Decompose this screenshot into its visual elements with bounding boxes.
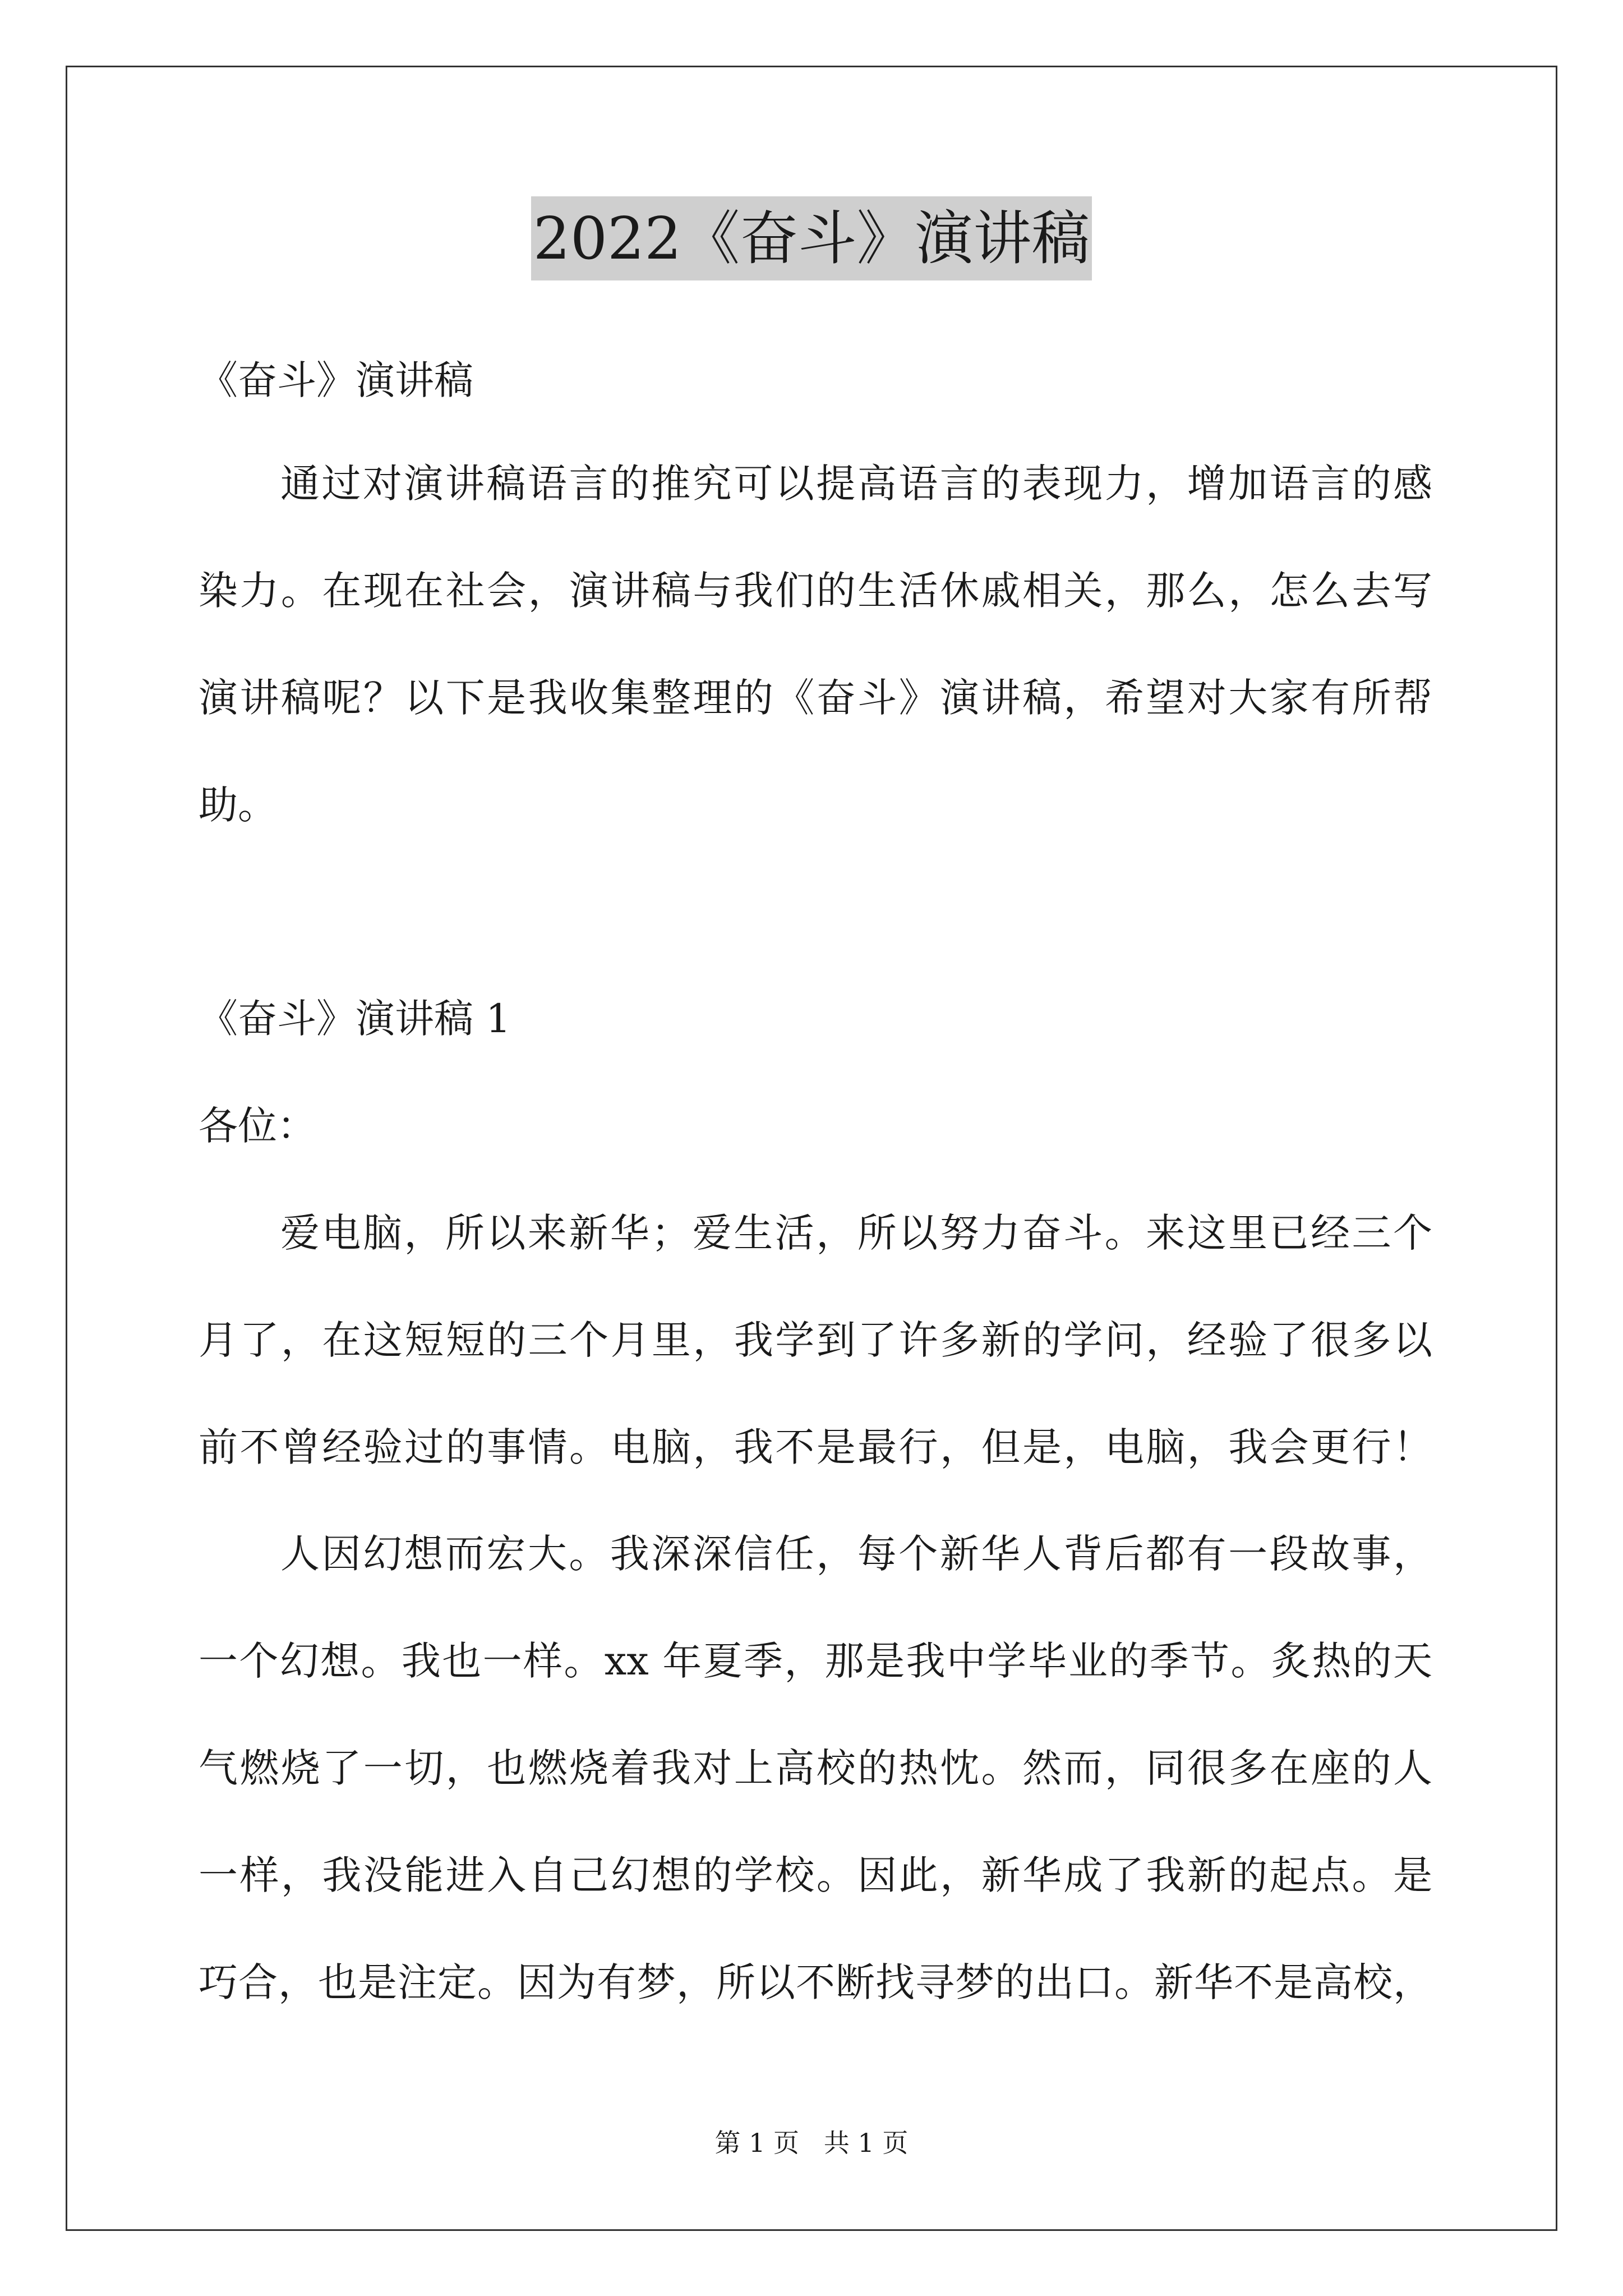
intro-line: 助。: [199, 782, 277, 828]
intro-line: 演讲稿呢？以下是我收集整理的《奋斗》演讲稿，希望对大家有所帮: [199, 675, 1432, 721]
paragraph-line: 爱电脑，所以来新华；爱生活，所以努力奋斗。来这里已经三个: [280, 1210, 1432, 1256]
paragraph-line: 一个幻想。我也一样。xx 年夏季，那是我中学毕业的季节。炙热的天: [199, 1638, 1432, 1684]
salutation: 各位：: [199, 1103, 316, 1149]
intro-line: 染力。在现在社会，演讲稿与我们的生活休戚相关，那么，怎么去写: [199, 568, 1432, 614]
paragraph-line: 月了，在这短短的三个月里，我学到了许多新的学问，经验了很多以: [199, 1317, 1432, 1363]
intro-line: 通过对演讲稿语言的推究可以提高语言的表现力，增加语言的感: [280, 461, 1432, 507]
paragraph-line: 气燃烧了一切，也燃烧着我对上高校的热忱。然而，同很多在座的人: [199, 1745, 1432, 1791]
document-title-text: 2022《奋斗》演讲稿: [531, 196, 1092, 280]
paragraph-line: 巧合，也是注定。因为有梦，所以不断找寻梦的出口。新华不是高校，: [199, 1959, 1432, 2005]
section-heading: 《奋斗》演讲稿 1: [199, 996, 511, 1042]
paragraph-line: 一样，我没能进入自己幻想的学校。因此，新华成了我新的起点。是: [199, 1852, 1432, 1898]
document-title: [0, 196, 1623, 280]
paragraph-line: 前不曾经验过的事情。电脑，我不是最行，但是，电脑，我会更行！: [199, 1424, 1432, 1470]
intro-heading: 《奋斗》演讲稿: [199, 357, 473, 403]
page-footer: 第 1 页 共 1 页: [714, 2128, 909, 2158]
paragraph-line: 人因幻想而宏大。我深深信任，每个新华人背后都有一段故事，: [280, 1531, 1432, 1577]
